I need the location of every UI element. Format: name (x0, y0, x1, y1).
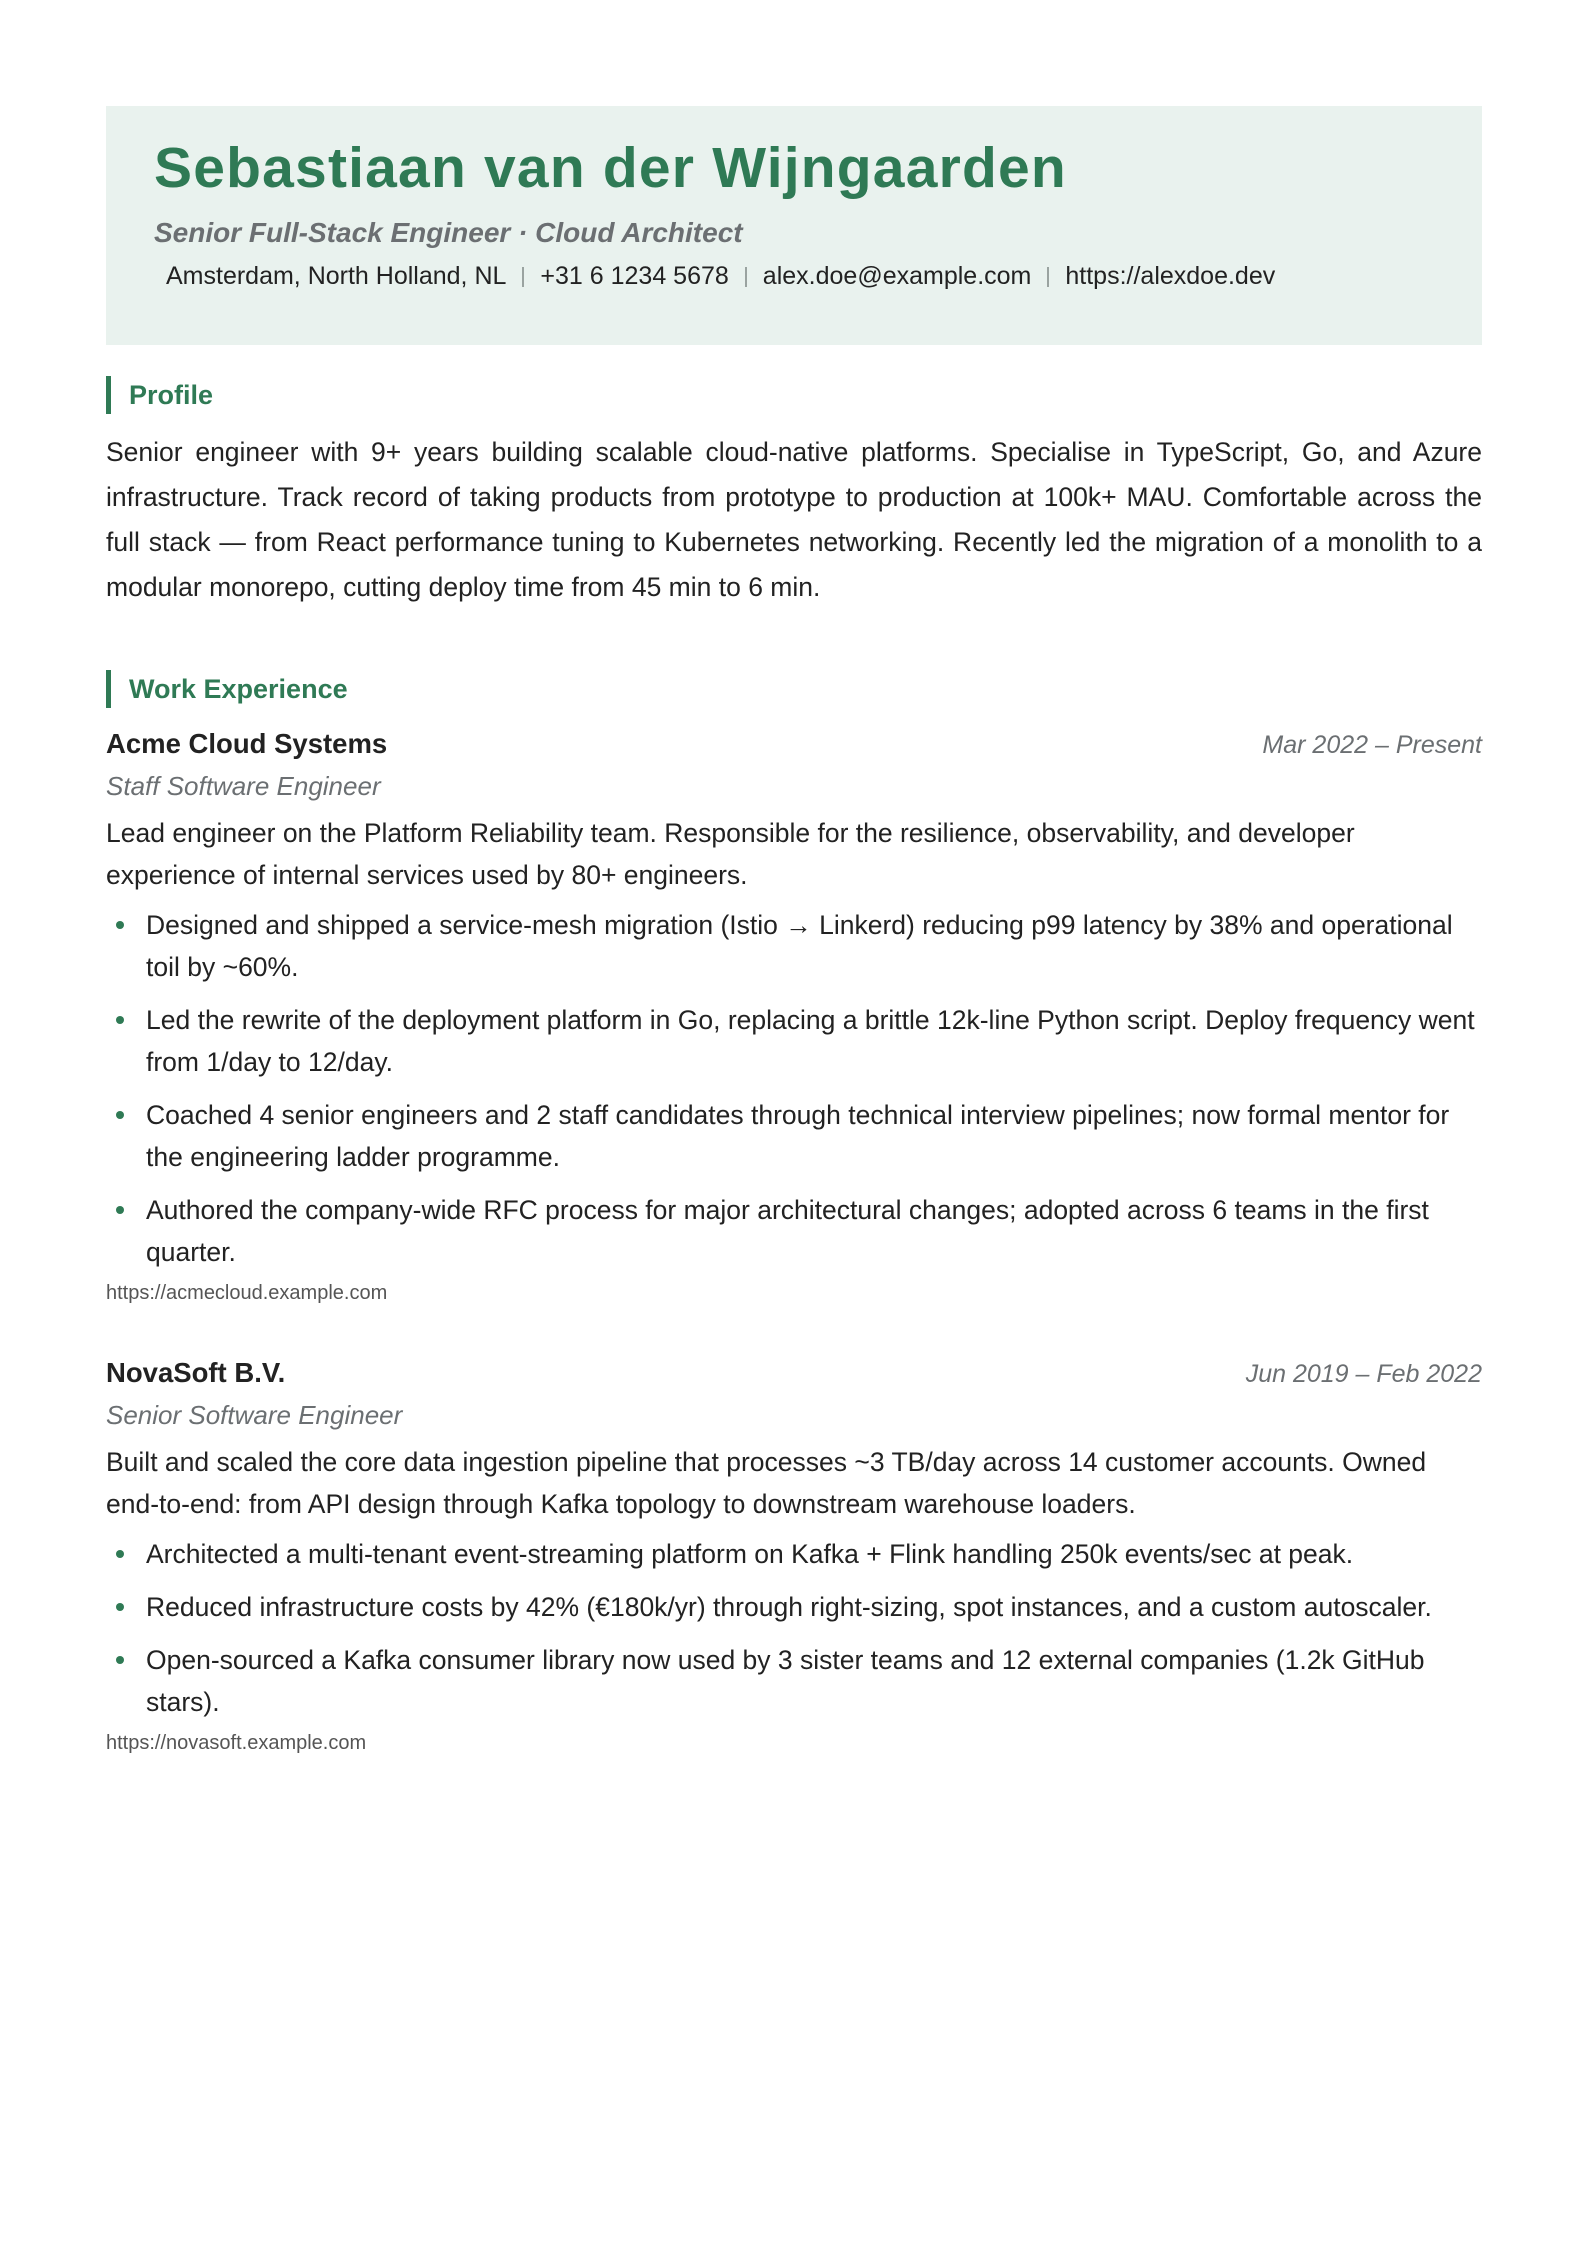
contact-separator (1047, 267, 1049, 287)
job-achievements (106, 904, 1482, 1273)
achievement-text: Architected a multi-tenant event-streaming platform on Kafka + Flink handling 250k events/sec at peak. (146, 1539, 1354, 1569)
job-header (106, 728, 1482, 760)
bullet-icon (116, 1550, 124, 1558)
job-dates: Mar 2022 – Present (1262, 731, 1482, 759)
job-role: Senior Software Engineer (106, 1400, 403, 1430)
achievement-text: Reduced infrastructure costs by 42% (€180k/yr) through right-sizing, spot instances, and a custom autoscaler. (146, 1592, 1432, 1622)
achievement-item (106, 1094, 1482, 1178)
bullet-icon (116, 1656, 124, 1664)
achievement-text: Designed and shipped a service-mesh migration (Istio → Linkerd) reducing p99 latency by 38% and operational toil by ~60%. (146, 910, 1453, 982)
contact-separator (522, 267, 524, 287)
job-dates: Jun 2019 – Feb 2022 (1245, 1360, 1482, 1388)
contact-phone: +31 6 1234 5678 (540, 262, 729, 290)
profile-heading: Profile (106, 376, 213, 414)
candidate-name: Sebastiaan van der Wijngaarden (154, 136, 1067, 200)
job-summary: Lead engineer on the Platform Reliability team. Responsible for the resilience, observability, and developer experience of internal services used by 80+ engineers. (106, 818, 1355, 890)
company-url[interactable]: https://acmecloud.example.com (106, 1282, 388, 1304)
job-summary: Built and scaled the core data ingestion pipeline that processes ~3 TB/day across 14 customer accounts. Owned end-to-end: from API design through Kafka topology to downstream warehouse loaders. (106, 1447, 1427, 1519)
company-name: NovaSoft B.V. (106, 1357, 286, 1388)
achievement-item (106, 999, 1482, 1083)
contact-website[interactable]: https://alexdoe.dev (1065, 262, 1276, 290)
achievement-item (106, 1639, 1482, 1723)
bullet-icon (116, 1016, 124, 1024)
job-entry-novasoft (106, 1357, 1482, 1755)
contact-location: Amsterdam, North Holland, NL (166, 262, 507, 290)
company-name: Acme Cloud Systems (106, 728, 388, 759)
bullet-icon (116, 1603, 124, 1611)
achievement-item (106, 1189, 1482, 1273)
work-experience-heading: Work Experience (106, 670, 348, 708)
achievement-item (106, 1533, 1482, 1575)
job-role: Staff Software Engineer (106, 771, 381, 801)
contact-separator (745, 267, 747, 287)
resume-header (106, 106, 1482, 345)
achievement-text: Open-sourced a Kafka consumer library now used by 3 sister teams and 12 external companies (1.2k GitHub stars). (146, 1645, 1425, 1717)
job-achievements (106, 1533, 1482, 1723)
achievement-text: Coached 4 senior engineers and 2 staff candidates through technical interview pipelines; now formal mentor for the engineering ladder programme. (146, 1100, 1450, 1172)
contact-line (154, 264, 1434, 289)
job-header (106, 1357, 1482, 1389)
job-entry-acme (106, 728, 1482, 1305)
bullet-icon (116, 1206, 124, 1214)
achievement-item (106, 904, 1482, 988)
achievement-text: Led the rewrite of the deployment platform in Go, replacing a brittle 12k-line Python script. Deploy frequency went from 1/day to 12/day. (146, 1005, 1475, 1077)
contact-email[interactable]: alex.doe@example.com (762, 262, 1032, 290)
company-url[interactable]: https://novasoft.example.com (106, 1732, 367, 1754)
bullet-icon (116, 921, 124, 929)
bullet-icon (116, 1111, 124, 1119)
profile-text: Senior engineer with 9+ years building scalable cloud-native platforms. Specialise in TypeScript, Go, and Azure infrastructure. Track record of taking products from prototype to production at 100k+ MAU. Comfortable across the full stack — from React performance tuning to Kubernetes networking. Recently led the migration of a monolith to a modular monorepo, cutting deploy time from 45 min to 6 min. (106, 437, 1482, 602)
achievement-item (106, 1586, 1482, 1628)
achievement-text: Authored the company-wide RFC process for major architectural changes; adopted across 6 teams in the first quarter. (146, 1195, 1429, 1267)
candidate-title: Senior Full-Stack Engineer · Cloud Architect (154, 217, 743, 248)
